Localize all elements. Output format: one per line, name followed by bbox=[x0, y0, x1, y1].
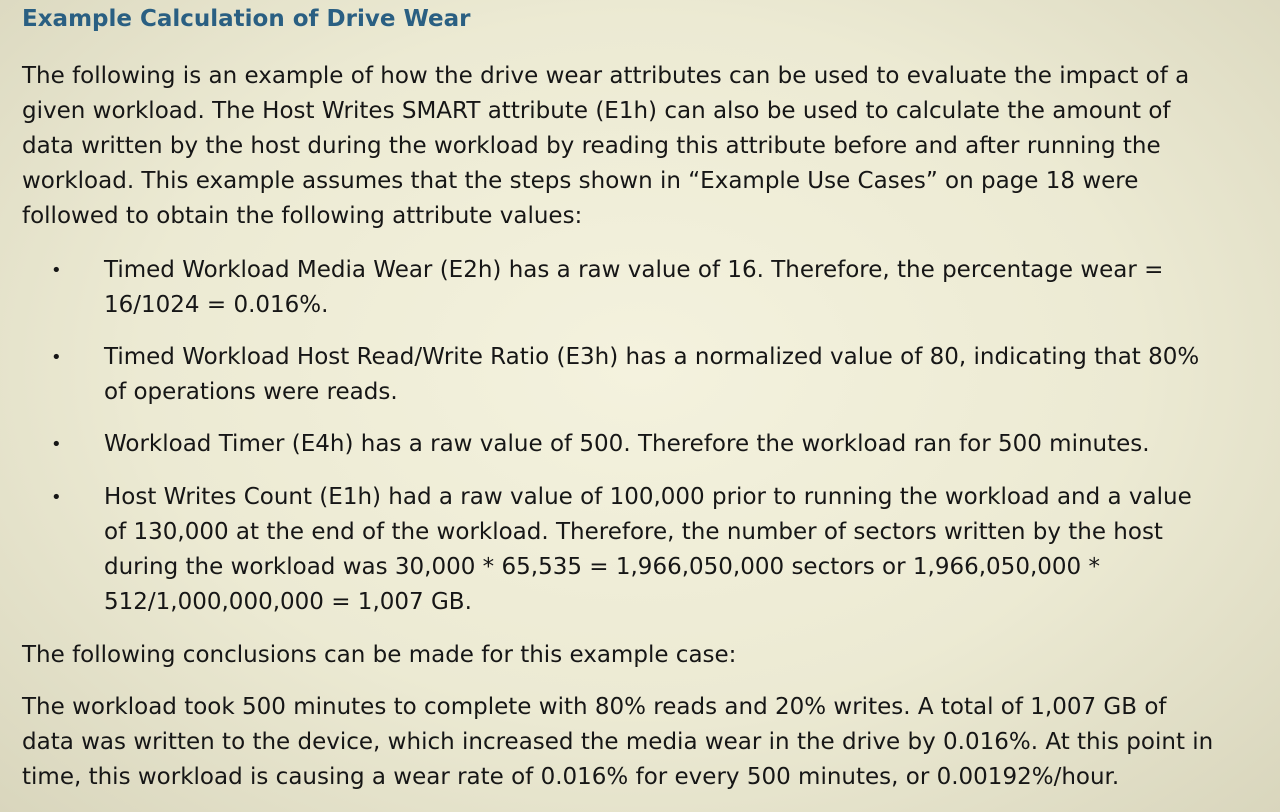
bullet-text bbox=[104, 253, 1163, 323]
bullet-text bbox=[104, 480, 1192, 620]
conclusions-paragraph bbox=[22, 690, 1213, 795]
intro-line: given workload. The Host Writes SMART attribute (E1h) can also be used to calculate the amount of bbox=[22, 98, 1171, 124]
bullet-line: Timed Workload Host Read/Write Ratio (E3h) has a normalized value of 80, indicating that 80% bbox=[104, 344, 1200, 370]
conclusions-intro: The following conclusions can be made for this example case: bbox=[22, 642, 737, 668]
bullet-dot: • bbox=[51, 487, 62, 508]
intro-line: The following is an example of how the drive wear attributes can be used to evaluate the impact of a bbox=[22, 63, 1190, 89]
bullet-line: 16/1024 = 0.016%. bbox=[104, 292, 329, 318]
bullet-line: of 130,000 at the end of the workload. Therefore, the number of sectors written by the host bbox=[104, 519, 1163, 545]
bullet-line: Host Writes Count (E1h) had a raw value of 100,000 prior to running the workload and a value bbox=[104, 484, 1192, 510]
intro-line: followed to obtain the following attribute values: bbox=[22, 203, 583, 229]
section-title: Example Calculation of Drive Wear bbox=[22, 6, 471, 32]
bullet-dot: • bbox=[51, 434, 62, 455]
bullet-text bbox=[104, 340, 1199, 410]
bullet-dot: • bbox=[51, 260, 62, 281]
bullet-line: Timed Workload Media Wear (E2h) has a raw value of 16. Therefore, the percentage wear = bbox=[104, 257, 1164, 283]
bullet-line: of operations were reads. bbox=[104, 379, 398, 405]
bullet-dot: • bbox=[51, 347, 62, 368]
bullet-line: Workload Timer (E4h) has a raw value of 500. Therefore the workload ran for 500 minutes. bbox=[104, 431, 1150, 457]
conclusion-line: The workload took 500 minutes to complete with 80% reads and 20% writes. A total of 1,007 GB of bbox=[22, 694, 1167, 720]
conclusion-line: data was written to the device, which increased the media wear in the drive by 0.016%. At this point in bbox=[22, 729, 1214, 755]
bullet-line: during the workload was 30,000 * 65,535 = 1,966,050,000 sectors or 1,966,050,000 * bbox=[104, 554, 1100, 580]
conclusion-line: time, this workload is causing a wear rate of 0.016% for every 500 minutes, or 0.00192%/hour. bbox=[22, 764, 1120, 790]
intro-paragraph bbox=[22, 59, 1189, 234]
intro-line: workload. This example assumes that the steps shown in “Example Use Cases” on page 18 were bbox=[22, 168, 1139, 194]
intro-line: data written by the host during the workload by reading this attribute before and after running the bbox=[22, 133, 1161, 159]
bullet-text bbox=[104, 427, 1150, 462]
bullet-line: 512/1,000,000,000 = 1,007 GB. bbox=[104, 589, 472, 615]
